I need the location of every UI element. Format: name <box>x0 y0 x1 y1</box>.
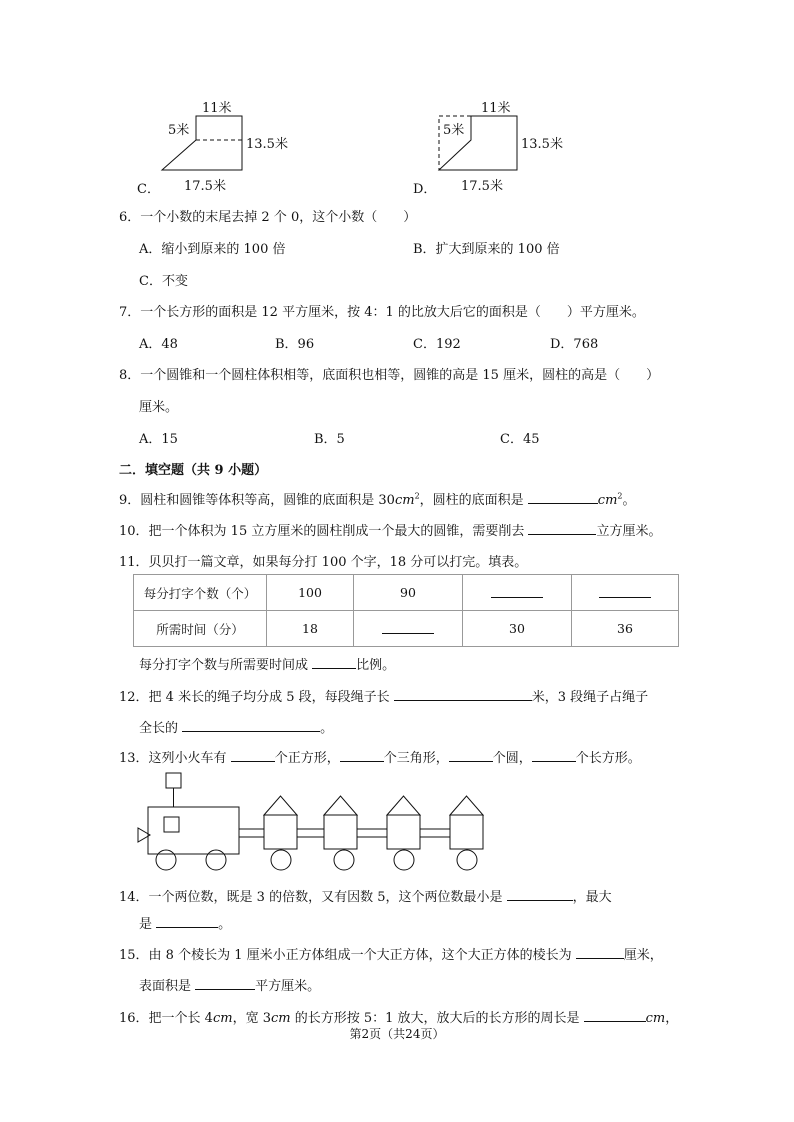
train-roof-2 <box>324 796 357 815</box>
train-wheel-1 <box>156 850 176 870</box>
q12-text-c: 全长的 <box>139 721 183 736</box>
q13-text-a: 13．这列小火车有 <box>119 751 231 766</box>
q16-text-d: ， <box>665 1011 679 1026</box>
train-roof-4 <box>450 796 483 815</box>
q11-cell-2-1: 18 <box>267 611 354 647</box>
train-car-3 <box>387 815 420 849</box>
q9-text-b: ，圆柱的底面积是 <box>419 493 528 508</box>
q10 <box>119 520 662 539</box>
q15-line1 <box>119 944 663 963</box>
q11-row1-label: 每分打字个数（个） <box>134 575 267 611</box>
train-wheel-3 <box>271 850 291 870</box>
q9-unit2: cm <box>597 493 618 508</box>
q15-text-c: 表面积是 <box>139 979 196 994</box>
q14-text-a: 14．一个两位数，既是 3 的倍数，又有因数 5，这个两位数最小是 <box>119 890 507 905</box>
q11-after-b: 比例。 <box>356 658 396 673</box>
q9-sup2: 2 <box>617 491 623 501</box>
q13-blank-1[interactable] <box>231 748 275 762</box>
q15-text-d: 平方厘米。 <box>255 979 321 994</box>
train-wheel-5 <box>394 850 414 870</box>
q11-cell-2-2[interactable] <box>354 611 463 647</box>
q14-line2 <box>139 913 231 932</box>
train-car-1 <box>264 815 297 849</box>
q15-text-b: 厘米， <box>623 948 663 963</box>
table-row <box>134 575 679 611</box>
q15-blank-1[interactable] <box>576 945 624 959</box>
q16-text-b: ，宽 3 <box>232 1011 271 1026</box>
q8-option-c: C．45 <box>500 432 540 447</box>
q14-text-b: ，最大 <box>572 890 612 905</box>
q12-text-d: 。 <box>320 721 334 736</box>
q14-blank-1[interactable] <box>507 887 573 901</box>
train-roof-1 <box>264 796 297 815</box>
q14-line1 <box>119 886 612 905</box>
train-link-2 <box>297 829 324 837</box>
table-row <box>134 611 679 647</box>
q12-text-a: 12．把 4 米长的绳子均分成 5 段，每段绳子长 <box>119 690 394 705</box>
train-car-4 <box>450 815 483 849</box>
q16-text-a: 16．把一个长 4 <box>119 1011 213 1026</box>
q9-blank[interactable] <box>528 490 598 504</box>
train-roof-3 <box>387 796 420 815</box>
q7-option-a: A．48 <box>139 337 178 352</box>
q15-blank-2[interactable] <box>195 976 255 990</box>
q12-line2 <box>139 717 333 736</box>
q10-text-b: 立方厘米。 <box>596 524 662 539</box>
q10-blank[interactable] <box>528 521 596 535</box>
train-link-1 <box>239 829 264 837</box>
train-wheel-4 <box>334 850 354 870</box>
q14-text-c: 是 <box>139 917 157 932</box>
q11-after-a: 每分打字个数与所需要时间成 <box>139 658 313 673</box>
q10-text-a: 10．把一个体积为 15 立方厘米的圆柱削成一个最大的圆锥，需要削去 <box>119 524 529 539</box>
q13-blank-3[interactable] <box>449 748 493 762</box>
q12-blank-1[interactable] <box>394 687 532 701</box>
train-wheel-6 <box>457 850 477 870</box>
q11-blank-ratio[interactable] <box>312 655 356 669</box>
q8-option-b: B．5 <box>314 432 345 447</box>
q11-cell-1-2: 90 <box>354 575 463 611</box>
fig-d-label: D． <box>413 182 437 197</box>
q16-text-c: 的长方形按 5：1 放大，放大后的长方形的周长是 <box>290 1011 584 1026</box>
q9-unit1: cm <box>394 493 415 508</box>
q8-stem-line2: 厘米。 <box>139 400 179 415</box>
q16-unit-1: cm <box>212 1011 233 1026</box>
fig-c-right: 13.5米 <box>246 137 288 152</box>
q13-blank-4[interactable] <box>532 748 576 762</box>
q12-blank-2[interactable] <box>182 718 320 732</box>
q8-stem-line1: 8．一个圆锥和一个圆柱体积相等，底面积也相等，圆锥的高是 15 厘米，圆柱的高是（ ） <box>119 368 660 383</box>
q11-blank-1-4[interactable] <box>599 584 651 598</box>
q11-stem: 11．贝贝打一篇文章，如果每分打 100 个字，18 分可以打完。填表。 <box>119 555 528 570</box>
q13-text-e: 个长方形。 <box>575 751 641 766</box>
q7-stem: 7．一个长方形的面积是 12 平方厘米，按 4：1 的比放大后它的面积是（ ）平方厘米。 <box>119 305 645 320</box>
q11-row2-label: 所需时间（分） <box>134 611 267 647</box>
fig-c-label: C． <box>137 182 160 197</box>
q16-unit-3: cm <box>645 1011 666 1026</box>
fig-c-bottom: 17.5米 <box>184 179 226 194</box>
train-link-3 <box>357 829 387 837</box>
q12-line1 <box>119 686 648 705</box>
train-car-2 <box>324 815 357 849</box>
q13-text-c: 个三角形， <box>383 751 449 766</box>
q11-cell-2-4: 36 <box>572 611 679 647</box>
fig-d-right: 13.5米 <box>521 137 563 152</box>
q15-line2 <box>139 975 320 994</box>
fig-c-top: 11米 <box>202 101 232 116</box>
q8-option-a: A．15 <box>139 432 178 447</box>
q9-sup1: 2 <box>414 491 420 501</box>
q13-text-d: 个圆， <box>492 751 532 766</box>
q11-cell-1-4[interactable] <box>572 575 679 611</box>
section-title: 二．填空题（共 9 小题） <box>119 463 268 478</box>
q9-end: 。 <box>622 493 636 508</box>
q11-cell-2-3: 30 <box>463 611 572 647</box>
q7-option-b: B．96 <box>275 337 315 352</box>
q13-blank-2[interactable] <box>340 748 384 762</box>
fig-d-left: 5米 <box>443 123 465 138</box>
q12-text-b: 米，3 段绳子占绳子 <box>531 690 649 705</box>
q13 <box>119 747 641 766</box>
q9 <box>119 489 636 508</box>
q7-option-c: C．192 <box>413 337 461 352</box>
train-engine-rect <box>148 807 239 854</box>
q16-unit-2: cm <box>270 1011 291 1026</box>
q14-blank-2[interactable] <box>156 914 218 928</box>
q11-cell-1-3[interactable] <box>463 575 572 611</box>
q11-table <box>133 574 679 647</box>
fig-d-top: 11米 <box>481 101 511 116</box>
figure-c <box>150 96 310 196</box>
train-figure <box>134 770 504 874</box>
q16 <box>119 1007 678 1026</box>
train-chimney-square <box>166 773 181 788</box>
q6-option-a: A．缩小到原来的 100 倍 <box>139 242 286 257</box>
q11-blank-2-2[interactable] <box>382 620 434 634</box>
fig-d-bottom: 17.5米 <box>461 179 503 194</box>
train-window-square <box>164 817 179 832</box>
q9-text-a: 9．圆柱和圆锥等体积等高，圆锥的底面积是 30 <box>119 493 395 508</box>
figure-d <box>425 96 585 196</box>
q7-option-d: D．768 <box>550 337 599 352</box>
fig-c-left: 5米 <box>168 123 190 138</box>
q16-blank[interactable] <box>584 1008 646 1022</box>
q15-text-a: 15．由 8 个棱长为 1 厘米小正方体组成一个大正方体，这个大正方体的棱长为 <box>119 948 576 963</box>
q14-text-d: 。 <box>218 917 232 932</box>
q6-option-b: B．扩大到原来的 100 倍 <box>413 242 560 257</box>
q13-text-b: 个正方形， <box>274 751 340 766</box>
q11-cell-1-1: 100 <box>267 575 354 611</box>
page-footer: 第2页（共24页） <box>349 1027 445 1041</box>
train-link-4 <box>420 829 450 837</box>
q11-blank-1-3[interactable] <box>491 584 543 598</box>
train-wheel-2 <box>206 850 226 870</box>
q6-option-c: C．不变 <box>139 274 188 289</box>
q6-stem: 6．一个小数的末尾去掉 2 个 0，这个小数（ ） <box>119 210 417 225</box>
q11-after <box>139 654 395 673</box>
